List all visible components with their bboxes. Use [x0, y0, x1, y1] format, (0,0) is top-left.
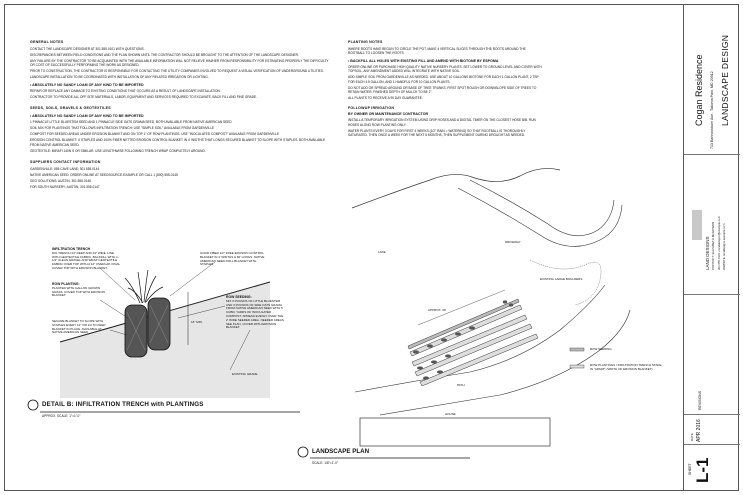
- driveway-label: DRIVEWAY: [505, 240, 521, 244]
- suppliers-heading: SUPPLIERS CONTACT INFORMATION: [30, 160, 101, 165]
- planting-bold-note: • BACKFILL ALL HOLES WITH EXISTING FILL AND AMEND WITH BIOTONE BY ESPOMA: [348, 58, 499, 63]
- row-planting-heading: ROW PLANTING:: [52, 282, 80, 286]
- row-seeding-heading: ROW SEEDING:: [226, 295, 252, 299]
- project-discipline: LANDSCAPE DESIGN: [720, 34, 730, 126]
- planting-note: DO NOT ADD OR SPREAD AROUND OR BASE OF TREE TRUNKS. FIRST SPOT ROUGH OR DOWNSLOPE SIDE OF TREES TO RETAIN WATER. FINISHED DEPTH OF MULCH TO BE 2".: [348, 85, 537, 95]
- general-sub-note: CONTRACTOR TO PROVIDE ALL OFF SITE MATERIALS, LABOR, EQUIPMENT AND SERVICES REQUIRED TO EXCAVATE, BACK FILL AND FINE GRADE.: [30, 94, 258, 99]
- general-note: LANDSCAPE INSTALLATION TO BE COORDINATED WITH INSTALLATION OF ANY RELATED IRRIGATION OR LIGHTING.: [30, 75, 209, 80]
- seeds-heading: SEEDS, SOILS, GRAVELS & GEOTEXTILES: [30, 106, 111, 111]
- seeds-note: EROSION CONTROL BLANKET: 4' STAPLES AND 100% FIBER NETTED EROSION CONTROL BLANKET IN 4' WIDTHS THAT LONGS SECURED BLANKET TO SLOPE WITH STAPLES. BOTH AVAILABLE FROM NATIVE AMERICAN SEED.: [30, 138, 326, 147]
- followup-sub: BY OWNER OR MAINTENANCE CONTRACTOR: [348, 112, 429, 117]
- date-label: DATE: [690, 433, 694, 441]
- revisions-label: REVISIONS: [698, 390, 702, 410]
- firm-name: LAND DESIGNS: [705, 236, 710, 270]
- planting-note: ADD SIMPLE SOIL FROM GARDENVILLE AS NEEDED. USE ABOUT 10 GALLONS BIOTONE FOR EACH 1 GALLON PLANT, 2 TSP FOR EACH 4.5 GALLON, AND 1 HANDFUL FOR 10 GALLON PLANTS.: [348, 75, 539, 84]
- seeds-note: 1 PINNACLE LITTLE BLUESTEM SEED AND 1 PINNACLE SIDE OATS GRAMA SEED, BOTH AVAILABLE FROM NATIVE AMERICAN SEED: [30, 119, 232, 124]
- dimension-label: 16" MIN.: [191, 320, 203, 324]
- firm-detail-1: 301.555.0101 • landdesigns@example.com: [717, 215, 721, 270]
- seeds-note: COMPOST FOR SEEDED AREAS UNDER EROSION BLANKET AND ON TOP 1" OF ROW PLANTINGS: USE "INOCULATED COMPOST" AVAILABLE FROM GARDENVILLE: [30, 132, 280, 137]
- seeds-note: GEOTEXTILE: MIRAFI 140N S OR SIMILAR. USE LENGTHWISE FOLLOWING TRENCH WRAP COMPLETELY AROUND.: [30, 148, 206, 153]
- path-label: PATH: [457, 383, 465, 387]
- title-block-project: [684, 4, 740, 154]
- sheet-label: SHEET: [688, 463, 692, 475]
- general-note: DISCREPANCIES BETWEEN FIELD CONDITIONS AND THE PLAN SHOWN UNTIL THE CONTRACTOR SHOULD BE BROUGHT TO THE ATTENTION OF THE LANDSCAPE DESIGNER.: [30, 52, 299, 57]
- followup-note: INSTALL A TEMPORARY IRRIGATION SYSTEM USING DRIP HOSES AND A DIGITAL TIMER ON THE CLOSEST HOSE BIB. RUN HOSES ALONG ROW PLANTING ONLY.: [348, 118, 536, 127]
- followup-note: WATER PLANTS EVERY 3 DAYS FOR FIRST 4 WEEKS (1/2" RAIN = WATERING) SO THAT ROOTBALL IS THOROUGHLY SATURATED. THEN ONCE A WEEK FOR THE NEXT 6 MONTHS, THEN SUPPLEMENT DURING DROUGHT AS NEEDED.: [348, 128, 526, 138]
- legend-row-seeding: ROW SEEDING: [590, 347, 612, 351]
- existing-grade-label: EXISTING GRADE: [232, 372, 258, 376]
- lake-label: LAKE: [378, 250, 386, 254]
- supplier-item: FOR SOUTH NURSERY: AUSTIN, 301.555.0147: [30, 185, 100, 190]
- followup-heading: FOLLOWUP IRRIGATION: [348, 105, 395, 110]
- approx-label: APPROX. 36': [428, 308, 447, 312]
- project-address: 713 Bannockburn Ave., Takoma Park, MD 20912: [710, 71, 714, 149]
- planting-heading: PLANTING NOTES: [348, 40, 383, 44]
- infiltration-heading: INFILTRATION TRENCH: [52, 247, 91, 251]
- boulders-label: EXISTING LARGE BOULDERS: [540, 277, 583, 281]
- secure-text: SECURE BLANKET TO SLOPE WITH STAPLES EVERY 12" OR 1/2 TO KEEP BLANKET IN PLACE. AVAILABLE AT NATIVE AMERICAN SEED.: [52, 319, 106, 335]
- detail-title: DETAIL B: INFILTRATION TRENCH with PLANTINGS: [42, 401, 204, 408]
- house-label: HOUSE: [445, 412, 456, 416]
- seeds-note: SOIL MIX FOR PLANTINGS THAT FOLLOWS INFILTRATION TRENCH: USE "SIMPLE SOIL" AVAILABLE FROM GARDENVILLE: [30, 126, 215, 131]
- general-sub-note: REPAIR OR REPLACE ANY DAMAGE TO EXISTING CONDITIONS THAT OCCURS AS A RESULT OF LANDSCAPE INSTALLATION.: [30, 88, 221, 93]
- infiltration-text: DIG TRENCH 24" DEEP AND 24" WIDE. LINE WITH GEOTEXTILE FABRIC. BACKFILL WITH 1-1/2" CLEAN GRAVEL AND WRAP GEOTEXTILE FABRIC OVER TOP WITH A 12" OVERLAP. FINAL COVER TOP WITH EROSION BLANKET.: [52, 250, 120, 270]
- title-block-sheet: [684, 444, 740, 491]
- supplier-item: NATIVE AMERICAN SEED: ORDER ONLINE AT SEEDSOURCE.EXAMPLE OR CALL 1 (800) 555-0145: [30, 172, 178, 177]
- legend-row-planting: ROW PLANTINGS / INFILTRATION TRENCH STAKE IN "APART" (WIDTH OF EROSION BLANKET): [590, 363, 662, 371]
- plan-scale: SCALE: 1/8"=1'-0": [312, 461, 338, 465]
- supplier-item: GEO SOLUTIONS: AUSTIN, 301.555.0146: [30, 179, 91, 184]
- planting-note: ORDER ONLINE OR PURCHASE HIGH QUALITY NATIVE NURSERY PLANTS. SET LOWER TO GROUND LEVEL AND COVER WITH TOPSOIL. ANY AMENDMENT ADDED WILL INTEGRATE WITH NATIVE SOIL.: [348, 64, 542, 73]
- general-sub-heading: • ABSOLUTELY NO SANDY LOAM OF ANY KIND TO BE IMPORTED: [30, 82, 144, 87]
- row-seeding-text: MIX 3 POUNDS OF LITTLE BLUESTEM AND 3 POUNDS OF SIDE OATS GRAMA FROM NATIVE AMERICAN SEED WITH 5 CUBIC YARDS OF INOCULATED COMPOST. SPREAD EVENLY OVER THE 2' WIDE SEEDED AREA. NEEDED AREAS SEE PLAN. COVER WITH EROSION BLANKET.: [226, 298, 284, 330]
- date-value: APR 2016: [696, 419, 702, 442]
- title-block: [683, 4, 739, 491]
- firm-logo: [692, 210, 702, 240]
- detail-scale: APPROX. SCALE: 1"=1'-0": [42, 414, 81, 418]
- planting-note: ALL PLANTS TO RECEIVE A 90 DAY GUARANTEE.: [348, 96, 423, 101]
- seeds-sub-heading: • ABSOLUTELY NO SANDY LOAM OF ANY KIND TO BE IMPORTED: [30, 113, 144, 118]
- title-block-firm: [684, 154, 740, 294]
- planting-note: WHERE ROOTS HAVE BEGUN TO CIRCLE THE POT, MAKE 4 VERTICAL SLICES THROUGH THE ROOTS AROUND THE ROOTBALL TO LOOSEN THE ROOTS.: [348, 46, 526, 55]
- title-block-revisions: [684, 294, 740, 414]
- general-note: PRIOR TO CONSTRUCTION, THE CONTRACTOR IS RESPONSIBLE FOR CONTACTING THE UTILITY COMPANIES INVOLVED TO REQUEST A VISUAL VERIFICATION OF UNDERGROUND UTILITIES.: [30, 69, 324, 74]
- firm-contact: CONTACT: ELIZABETH McGOWAN: [711, 221, 715, 270]
- general-notes-heading: GENERAL NOTES: [30, 40, 64, 44]
- general-note: ANY FAILURE BY THE CONTRACTOR TO BE ACQUAINTED WITH THE AVAILABLE INFORMATION WILL NOT RELIEVE HIM/HER FROM RESPONSIBILITY FOR ESTIMATING PROPERLY THE DIFFICULTY OR COST OF SUCCESSFULLY PERFORMING THE WORK AS DESIGNED.: [30, 58, 329, 68]
- plan-title: LANDSCAPE PLAN: [312, 448, 370, 455]
- project-name: Cogan Residence: [694, 54, 704, 126]
- firm-detail-2: WEBSITE: landdesigns.example.com: [722, 223, 726, 270]
- general-note: CONTACT THE LANDSCAPE DESIGNER AT 301.555.0101 WITH QUESTIONS.: [30, 46, 145, 51]
- title-block-date: [684, 414, 740, 444]
- good-fiber-text: GOOD FIBER 1/2" FREE EROSION CONTROL BLANKET IN 4' WIDTHS & 60' LONGS. NATIVE AMERICAN SEED ROLL BLANKET WITH STAPLES: [200, 251, 265, 267]
- sheet-number: L-1: [693, 457, 712, 483]
- row-planting-text: PLANTED WITH GALLON GROWN GRASS. COVER TOP WITH EROSION BLANKET.: [52, 285, 105, 298]
- supplier-item: GARDENVILLE: 555 CAVE LANE; 301.555.0144: [30, 166, 100, 171]
